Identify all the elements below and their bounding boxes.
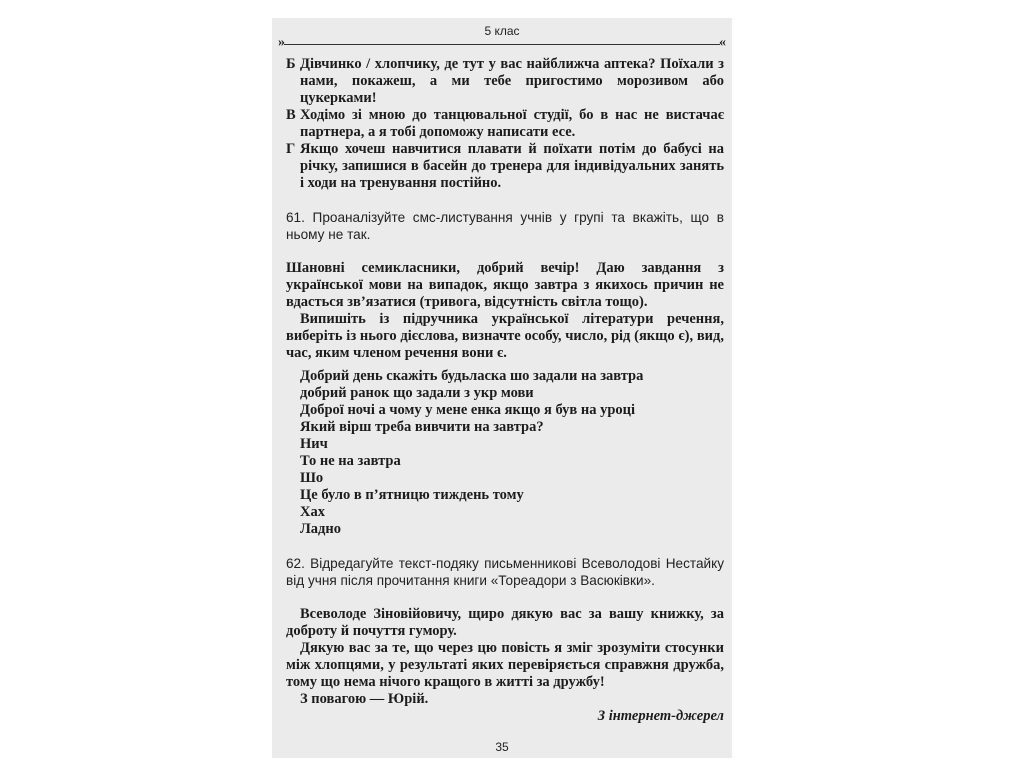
answer-option-b — [286, 56, 724, 107]
letter-signature: З повагою — Юрій. — [300, 691, 429, 707]
sms-reply: Шо — [300, 470, 324, 486]
sms-reply: Який вірш треба вивчити на завтра? — [300, 419, 544, 435]
sms-reply: Нич — [300, 436, 328, 452]
sms-replies — [286, 368, 724, 538]
message-paragraph: Шановні семикласники, добрий вечір! Даю завдання з української мови на випадок, якщо завтра з якихось причин не вдасться зв’язатися (тривога, відсутність світла тощо). — [286, 260, 724, 310]
sms-reply: Добрий день скажіть будьласка шо задали на завтра — [300, 368, 644, 384]
message-paragraph: Випишіть із підручника української літератури речення, виберіть із нього дієслова, визначте особу, число, рід (якщо є), вид, час, яким членом речення вони є. — [286, 311, 724, 361]
answer-option-h — [286, 141, 724, 192]
option-letter: В — [286, 107, 296, 123]
header-right-mark: « — [719, 35, 726, 50]
option-text: Ходімо зі мною до танцювальної студії, бо в нас не вистачає партнера, а я тобі допоможу написати есе. — [300, 107, 724, 140]
page-number: 35 — [495, 740, 509, 754]
book-page — [272, 18, 732, 758]
option-letter: Б — [286, 56, 296, 72]
header-left-mark: » — [278, 35, 285, 50]
option-letter: Г — [286, 141, 296, 157]
option-text: Якщо хочеш навчитися плавати й поїхати потім до бабусі на річку, запишися в басейн до тренера для індивідуальних занять і ходи на тренування постійно. — [300, 141, 724, 191]
sms-reply: Хах — [300, 504, 325, 520]
letter-paragraph: Дякую вас за те, що через цю повість я зміг зрозуміти стосунки між хлопцями, у результаті яких перевіряється справжня дружба, тому що нема нічого кращого в житті за дружбу! — [286, 640, 724, 690]
sms-reply: Це було в п’ятницю тиждень тому — [300, 487, 524, 503]
source-note: З інтернет-джерел — [597, 708, 724, 724]
running-header: 5 клас — [484, 24, 520, 38]
header-rule — [284, 44, 720, 45]
answer-option-v — [286, 107, 724, 141]
task-61-title: 61. Проаналізуйте смс-листування учнів у групі та вкажіть, що в ньому не так. — [286, 210, 724, 242]
sms-reply: То не на завтра — [300, 453, 401, 469]
letter-paragraph: Всеволоде Зіновійовичу, щиро дякую вас за вашу книжку, за доброту й почуття гумору. — [286, 606, 724, 639]
sms-reply: Ладно — [300, 521, 341, 537]
option-text: Дівчинко / хлопчику, де тут у вас найближча аптека? Поїхали з нами, покажеш, а ми тебе пригостимо морозивом або цукерками! — [300, 56, 724, 106]
page-content — [286, 56, 724, 725]
sms-reply: Доброї ночі а чому у мене енка якщо я був на уроці — [300, 402, 636, 418]
sms-reply: добрий ранок що задали з укр мови — [300, 385, 534, 401]
task-62-title: 62. Відредагуйте текст-подяку письменникові Всеволодові Нестайку від учня після прочитання книги «Тореадори з Васюківки». — [286, 556, 724, 588]
